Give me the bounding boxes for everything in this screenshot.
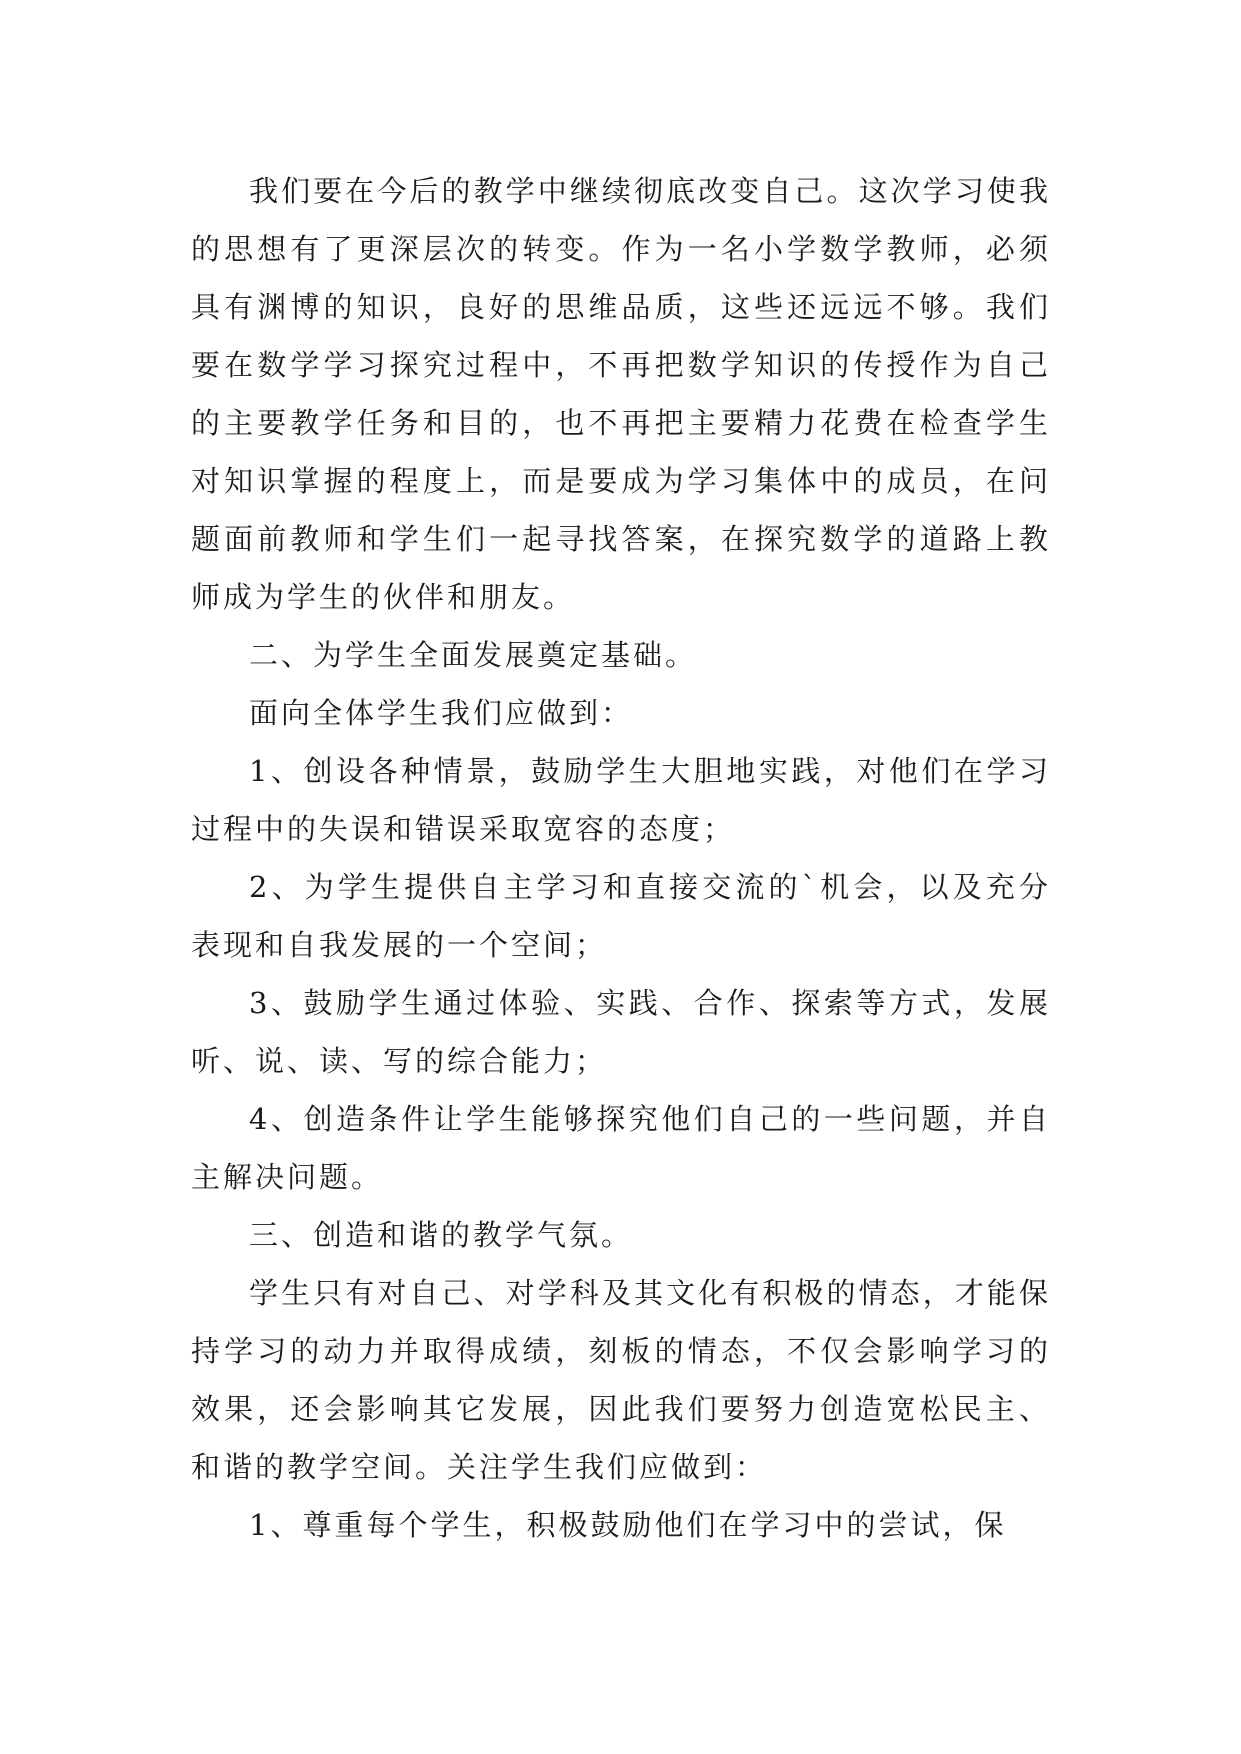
document-body <box>191 162 1051 1554</box>
paragraph-lead-in: 面向全体学生我们应做到： <box>249 696 634 730</box>
paragraph-atmosphere: 学生只有对自己、对学科及其文化有积极的情态，才能保持学习的动力并取得成绩，刻板的情态，不仅会影响学习的效果，还会影响其它发展，因此我们要努力创造宽松民主、和谐的教学空间。关注学生我们应做到： <box>191 1276 1051 1484</box>
section-heading-3: 三、创造和谐的教学气氛。 <box>249 1218 634 1252</box>
list-item-2: 2、为学生提供自主学习和直接交流的`机会，以及充分表现和自我发展的一个空间； <box>191 870 1051 962</box>
section-heading-2: 二、为学生全面发展奠定基础。 <box>249 638 698 672</box>
paragraph-intro: 我们要在今后的教学中继续彻底改变自己。这次学习使我的思想有了更深层次的转变。作为一名小学数学教师，必须具有渊博的知识，良好的思维品质，这些还远远不够。我们要在数学学习探究过程中，不再把数学知识的传授作为自己的主要教学任务和目的，也不再把主要精力花费在检查学生对知识掌握的程度上，而是要成为学习集体中的成员，在问题面前教师和学生们一起寻找答案，在探究数学的道路上教师成为学生的伙伴和朋友。 <box>191 174 1051 614</box>
list-item-4: 4、创造条件让学生能够探究他们自己的一些问题，并自主解决问题。 <box>191 1102 1051 1194</box>
list-item-3: 3、鼓励学生通过体验、实践、合作、探索等方式，发展听、说、读、写的综合能力； <box>191 986 1051 1078</box>
list-item-1: 1、创设各种情景，鼓励学生大胆地实践，对他们在学习过程中的失误和错误采取宽容的态度； <box>191 754 1051 846</box>
list-item-respect: 1、尊重每个学生，积极鼓励他们在学习中的尝试，保 <box>249 1508 1007 1542</box>
